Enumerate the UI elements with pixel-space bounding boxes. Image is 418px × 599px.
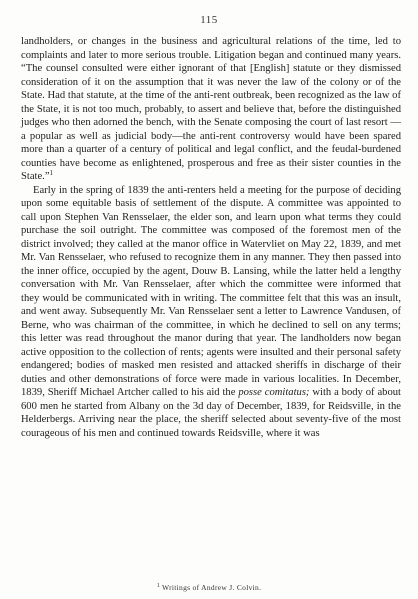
footnote-mark: 1 — [156, 583, 161, 589]
paragraph-2-text-before: Early in the spring of 1839 the anti-renters held a meeting for the purpose of deciding upon some equitable basis of settlement of the dispute. A committee was appointed to call upon Stephen Van Rensselaer, the elder son, and learn upon what terms they could purchase the soil outright. The committee was composed of the foremost men of the district involved; they called at the manor office in Watervliet on May 22, 1839, and met Mr. Van Rensselaer, who refused to recognize them in any manner. They then passed into the inner office, occupied by the agent, Douw B. Lansing, while the latter held a lengthy conversation with Mr. Van Rensselaer, after which the committee were informed that they would be communicated with in writing. The committee felt that this was an insult, and went away. Subsequently Mr. Van Rensselaer sent a letter to Lawrence Vandusen, of Berne, who was chairman of the committee, in which he declined to sell on any terms; this letter was read throughout the manor during that year. The landholders now began active opposition to the collection of rents; agents were insulted and their personal safety endangered; bodies of masked men resisted and attacked sheriffs in discharge of their duties and other demonstrations of force were made in various localities. In December, 1839, Sheriff Michael Artcher called to his aid the — [21, 184, 401, 398]
paragraph-1 — [21, 35, 401, 184]
footnote — [0, 583, 418, 592]
paragraph-1-text: landholders, or changes in the business and agricultural relations of the time, led to complaints and later to more serious trouble. Litigation began and continued many years. “The counsel consulted were either ignorant of that [English] statute or they dismissed consideration of it on the assumption that it was never the law of the colony or of the State. Had that statute, at the time of the anti-rent outbreak, been recognized as the law of the State, it is not too much, probably, to assert and believe that, before the distinguished judges who then adorned the bench, with the Senate composing the court of last resort —a popular as well as judicial body—the anti-rent controversy would have been spared more than a quarter of a century of political and legal conflict, and the feudal-burdened counties have become as enlightened, prosperous and free as their sister counties in the State.” — [21, 36, 401, 182]
footnote-text: Writings of Andrew J. Colvin. — [162, 583, 262, 592]
paragraph-2 — [21, 184, 401, 441]
paragraph-2-italic-term: posse comitatus; — [238, 387, 310, 398]
footnote-reference: 1 — [49, 169, 54, 177]
page-number: 115 — [200, 14, 218, 26]
paragraph-2-text-after: with a body of about 600 men he started from Albany on the 3d day of December, 1839, for Reidsville, in the Helderbergs. Arriving near the place, the sheriff selected about seventy-five of the most courageous of his men and continued towards Reidsville, where it was — [21, 387, 401, 439]
body-text — [21, 35, 401, 440]
